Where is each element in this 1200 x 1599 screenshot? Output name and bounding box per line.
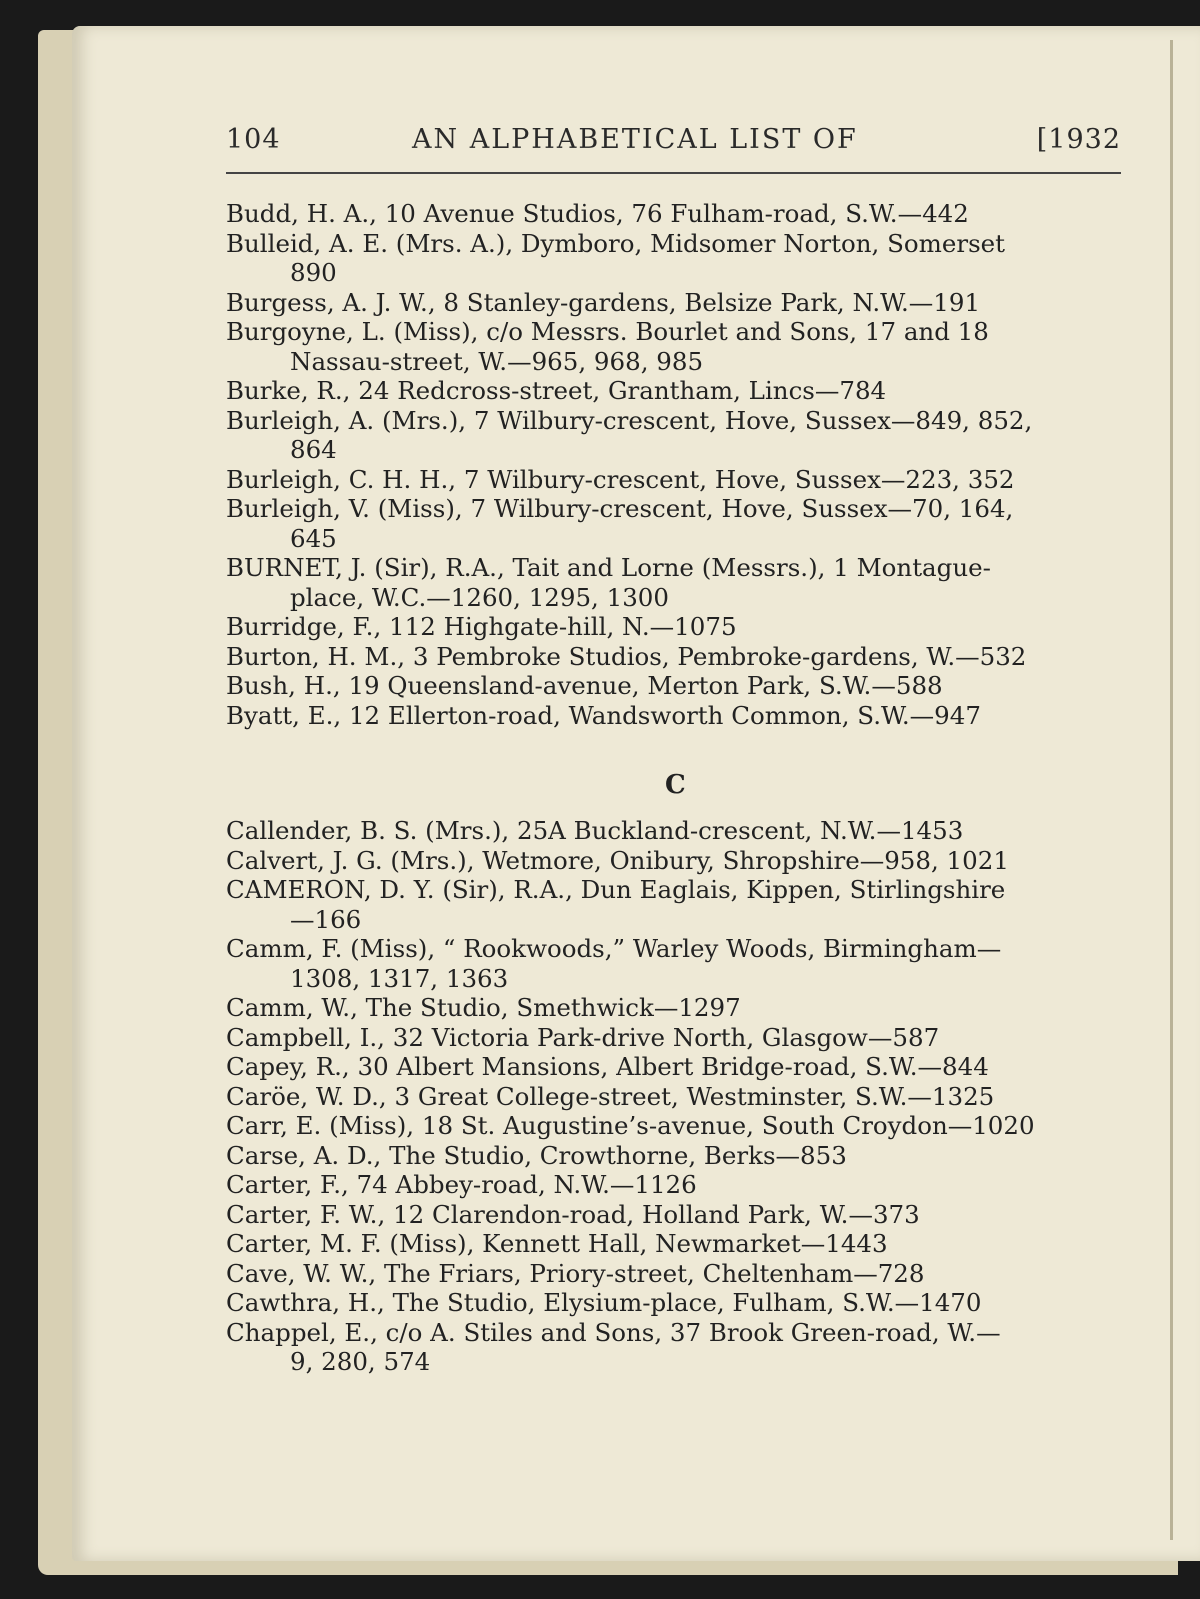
entry-text: Burgess, A. J. W., 8 Stanley-gardens, Belsize Park, N.W.—191 [226, 287, 981, 317]
entry-continuation: 864 [290, 435, 337, 464]
running-head [226, 124, 1121, 164]
list-entry [226, 406, 1146, 465]
entry-text: Burridge, F., 112 Highgate-hill, N.—1075 [226, 612, 737, 641]
entry-text: Bulleid, A. E. (Mrs. A.), Dymboro, Midsomer Norton, Somerset [226, 228, 1005, 258]
entry-text: Budd, H. A., 10 Avenue Studios, 76 Fulham-road, S.W.—442 [226, 199, 969, 228]
header-rule [226, 172, 1121, 174]
entry-text: Carter, F., 74 Abbey-road, N.W.—1126 [226, 1170, 697, 1199]
year-marker: [1932 [1036, 124, 1121, 155]
list-entry [226, 701, 1146, 731]
entry-text: CAMERON, D. Y. (Sir), R.A., Dun Eaglais, Kippen, Stirlingshire [226, 875, 1006, 904]
entry-text: Cave, W. W., The Friars, Priory-street, Cheltenham—728 [226, 1258, 925, 1288]
list-entry [226, 494, 1146, 553]
entry-text: Calvert, J. G. (Mrs.), Wetmore, Onibury, Shropshire—958, 1021 [226, 845, 1009, 875]
entry-text: Burton, H. M., 3 Pembroke Studios, Pembroke-gardens, W.—532 [226, 641, 1027, 671]
entry-text: Caröe, W. D., 3 Great College-street, Westminster, S.W.—1325 [226, 1081, 995, 1111]
entry-continuation: 645 [290, 523, 337, 553]
entry-continuation: 1308, 1317, 1363 [290, 963, 509, 993]
list-entry [226, 229, 1146, 288]
list-entry [226, 317, 1146, 376]
entry-continuation: 9, 280, 574 [290, 1347, 431, 1376]
entry-text: BURNET, J. (Sir), R.A., Tait and Lorne (Messrs.), 1 Montague- [226, 553, 991, 582]
entry-text: Callender, B. S. (Mrs.), 25A Buckland-crescent, N.W.—1453 [226, 816, 964, 845]
list-entry [226, 934, 1146, 993]
list-entry [226, 1259, 1146, 1289]
entry-text: Carter, F. W., 12 Clarendon-road, Holland Park, W.—373 [226, 1199, 920, 1229]
list-entry [226, 288, 1146, 318]
entry-text: Byatt, E., 12 Ellerton-road, Wandsworth Common, S.W.—947 [226, 700, 981, 730]
entry-text: Bush, H., 19 Queensland-avenue, Merton Park, S.W.—588 [226, 671, 943, 700]
list-entry [226, 553, 1146, 612]
list-entry [226, 846, 1146, 876]
list-entry [226, 1288, 1146, 1318]
entry-text: Campbell, I., 32 Victoria Park-drive North, Glasgow—587 [226, 1022, 940, 1052]
list-entry [226, 1229, 1146, 1259]
list-entry [226, 1111, 1146, 1141]
list-entry [226, 1141, 1146, 1171]
entry-list-b [226, 199, 1146, 730]
entry-text: Camm, F. (Miss), “ Rookwoods,” Warley Woods, Birmingham— [226, 934, 1002, 963]
entry-text: Carse, A. D., The Studio, Crowthorne, Berks—853 [226, 1140, 847, 1170]
entry-text: Burgoyne, L. (Miss), c/o Messrs. Bourlet and Sons, 17 and 18 [226, 317, 989, 346]
list-entry [226, 671, 1146, 701]
list-entry [226, 199, 1146, 229]
list-entry [226, 1318, 1146, 1377]
list-entry [226, 642, 1146, 672]
list-entry [226, 612, 1146, 642]
entry-text: Carter, M. F. (Miss), Kennett Hall, Newmarket—1443 [226, 1229, 888, 1258]
list-entry [226, 465, 1146, 495]
entry-text: Capey, R., 30 Albert Mansions, Albert Bridge-road, S.W.—844 [226, 1052, 989, 1081]
entry-text: Carr, E. (Miss), 18 St. Augustine’s-avenue, South Croydon—1020 [226, 1111, 1035, 1140]
list-entry [226, 816, 1146, 846]
list-entry [226, 875, 1146, 934]
list-entry [226, 1052, 1146, 1082]
entry-text: Burleigh, A. (Mrs.), 7 Wilbury-crescent, Hove, Sussex—849, 852, [226, 405, 1033, 435]
entry-list-c [226, 816, 1146, 1377]
entry-text: Chappel, E., c/o A. Stiles and Sons, 37 Brook Green-road, W.— [226, 1317, 1001, 1347]
page-title: AN ALPHABETICAL LIST OF [412, 124, 858, 155]
entry-text: Burleigh, V. (Miss), 7 Wilbury-crescent, Hove, Sussex—70, 164, [226, 494, 1014, 523]
list-entry [226, 1082, 1146, 1112]
list-entry [226, 1170, 1146, 1200]
entry-continuation: Nassau-street, W.—965, 968, 985 [290, 346, 704, 376]
page-fold [1170, 40, 1173, 1540]
entry-text: Burleigh, C. H. H., 7 Wilbury-crescent, Hove, Sussex—223, 352 [226, 464, 1015, 494]
list-entry [226, 1023, 1146, 1053]
entry-continuation: place, W.C.—1260, 1295, 1300 [290, 582, 669, 612]
list-entry [226, 1200, 1146, 1230]
section-heading: C [665, 770, 686, 800]
page-number: 104 [226, 124, 281, 155]
entry-continuation: —166 [290, 904, 362, 934]
entry-continuation: 890 [290, 258, 337, 287]
entry-text: Camm, W., The Studio, Smethwick—1297 [226, 993, 741, 1022]
entry-text: Burke, R., 24 Redcross-street, Grantham, Lincs—784 [226, 376, 887, 405]
list-entry [226, 993, 1146, 1023]
list-entry [226, 376, 1146, 406]
entry-text: Cawthra, H., The Studio, Elysium-place, Fulham, S.W.—1470 [226, 1288, 982, 1317]
